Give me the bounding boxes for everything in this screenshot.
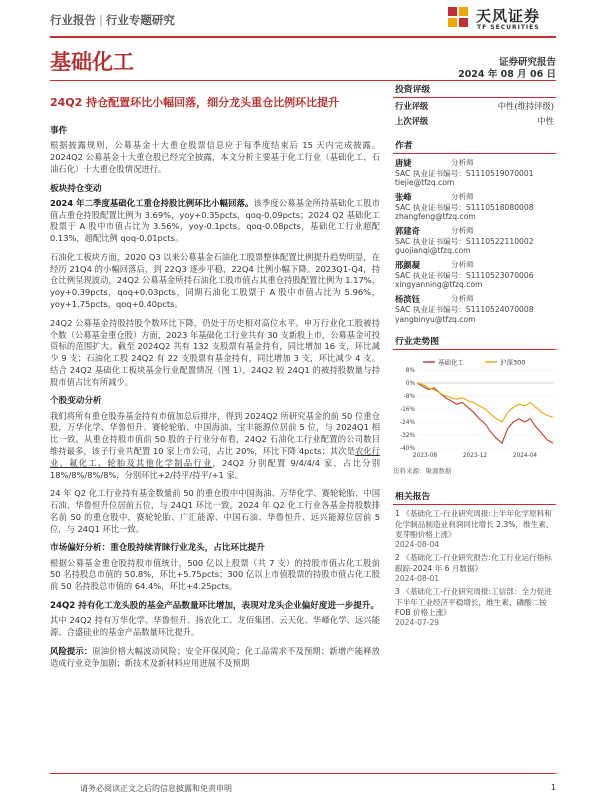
author-name-row — [395, 158, 556, 169]
paragraph-body: ，24Q2 分别配置 9/4/4/4 家，占比分别 18%/8%/8%/8%，分别环比+2/持平/持平/+1 家。 — [50, 457, 380, 480]
rating-value: 中性 — [537, 116, 554, 126]
author-email: guojianqi@tfzq.com — [395, 246, 471, 256]
report-item — [395, 509, 556, 550]
author-role: 分析师 — [451, 260, 474, 270]
author-email: yangbinyu@tfzq.com — [395, 314, 476, 324]
author-cert: SAC 执业证书编号：S1110523070006 — [395, 270, 534, 280]
paragraph-body: 我们将所有重仓股券基金持有市值加总后排序，得到 2024Q2 所研究基金的前 50 位重仓股，万华化学、华鲁恒升、赛轮轮胎、中国海油、宝丰能源位居前 5 位，与 2024Q1 相比一致。从重仓持股市值前 50 股的子行业分布看，24Q2 石油化工行业配置的公司数目维持最多，该子行业共配置 10 家上市公司，占比 20%，环比下降 4pcts；其次是 — [50, 410, 380, 457]
report-date: 2024-08-01 — [395, 574, 440, 584]
rating-table — [393, 98, 556, 128]
y-tick-label: 0% — [405, 381, 415, 388]
author-email: tiejie@tfzq.com — [395, 178, 455, 188]
author-cert: SAC 执业证书编号：S1110524070008 — [395, 304, 534, 314]
risk-label: 风险提示： — [50, 645, 93, 656]
paragraph — [50, 198, 380, 245]
main-content — [50, 118, 380, 676]
rating-row — [393, 98, 556, 113]
trend-chart — [393, 356, 556, 464]
y-tick-label: -24% — [400, 420, 415, 427]
header-tags: 行业报告 | 行业专题研究 — [50, 13, 175, 27]
author-entry — [395, 294, 556, 324]
risk-warning — [50, 646, 380, 670]
author-role: 分析师 — [451, 158, 474, 167]
y-tick-label: -32% — [400, 433, 415, 440]
y-tick-label: -8% — [403, 394, 415, 401]
author-role: 分析师 — [451, 226, 474, 236]
author-name: 唐婕 — [395, 158, 412, 168]
author-name: 邢颜凝 — [395, 260, 420, 271]
report-item — [395, 553, 556, 584]
author-email: zhangfeng@tfzq.com — [395, 212, 476, 222]
author-entry — [395, 260, 556, 290]
author-name: 郭建奇 — [395, 226, 420, 237]
report-date: 2024-08-04 — [395, 540, 440, 550]
author-name-row — [395, 260, 556, 271]
author-name: 张峰 — [395, 192, 412, 203]
paragraph-body: 该季度公募基金所持基础化工股市值占重仓持股配置比例为 3.69%，yoy+0.35pcts，qoq-0.09pcts；2024 Q2 基础化工股票于 A 股中市值占比为 3.56%，yoy-0.1pcts，qoq-0.08pcts，基础化工行业超配 0.13%，超配比例 qoq-0.01pcts。 — [50, 197, 380, 244]
footer-divider — [50, 773, 556, 774]
chart-source: 资料来源：聚源数据 — [393, 467, 452, 476]
report-title: 2 《基础化工-行业研究报告:化工行业运行指标跟踪-2024 年 6 月数据》 — [395, 553, 552, 573]
x-tick-label: 2024-04 — [512, 453, 538, 460]
related-heading: 相关报告 — [393, 487, 556, 505]
section-heading: 事件 — [50, 126, 68, 136]
report-date: 2024 年 08 月 06 日 — [458, 69, 556, 80]
rating-heading: 投资评级 — [393, 80, 556, 98]
sidebar — [393, 78, 556, 629]
page-title: 基础化工 — [50, 50, 134, 74]
author-cert: SAC 执业证书编号：S1110519070001 — [395, 168, 534, 178]
logo-en: TF SECURITIES — [477, 24, 540, 31]
authors-heading: 作者 — [393, 136, 556, 154]
paragraph: 石油化工板块方面，2020 Q3 以来公募基金石油化工股票整体配置比例提升趋势明显，在经历 21Q4 的小幅回落后，到 22Q3 逐步平稳，22Q4 比例小幅下降。2023Q1-Q4，持仓比例呈现波动，24Q2 公募基金所持石油化工股市值占其重仓持股配置比例为 1.17%，yoy+0.39pcts，qoq+0.03pcts，同期石油化工股票于 A 股中市值占比为 5.96%，yoy+1.75pcts，qoq+0.40pcts。 — [50, 251, 380, 309]
author-cert: SAC 执业证书编号：S1110518080008 — [395, 202, 534, 212]
report-title: 3 《基础化工-行业研究周报:工信部：全力促进下半年工业经济平稳增长，维生素、磷酸二铵 FOB 价格上涨》 — [395, 587, 552, 618]
section-heading: 市场偏好分析：重仓股持续青睐行业龙头，占比环比提升 — [50, 543, 265, 554]
legend-label: 基础化工 — [438, 358, 464, 367]
y-tick-label: 8% — [405, 368, 415, 375]
page-number: 1 — [550, 783, 556, 792]
author-name-row — [395, 294, 556, 305]
paragraph: 24Q2 公募基金持股持股个数环比下降，仍处于历史相对高位水平。申万行业化工股被持个数（公募基金重仓股）方面，2023 年基础化工行业共有 30 支新股上市，公募基金可投资标的范围扩大。截至 2024Q2 共有 132 支股票有基金持有，同比增加 16 支，环比减少 9 支；石油化工股 24Q2 有 22 支股票有基金持有，同比增加 3 支，环比减少 4 支。结合 24Q2 基础化工板块基金行业配置情况（图 1），24Q2 较 24Q1 的被持股数量与持股市值占比有所减少。 — [50, 317, 380, 387]
author-name: 杨滨钰 — [395, 294, 420, 305]
tag-topic: 行业专题研究 — [105, 13, 175, 27]
logo-mark-icon — [446, 3, 472, 35]
rating-value: 中性(维持评级) — [497, 101, 554, 111]
report-item — [395, 587, 556, 628]
paragraph-underline: 农化行业、氟化工、轮胎及其他化学制品行业 — [50, 446, 380, 468]
trend-chart-svg — [393, 356, 556, 462]
rating-row — [393, 113, 556, 128]
y-tick-label: -16% — [400, 407, 415, 414]
footer-disclaimer: 请务必阅读正文之后的信息披露和免责申明 — [80, 784, 232, 793]
author-entry — [395, 226, 556, 256]
author-cert: SAC 执业证书编号：S1110522110002 — [395, 236, 534, 246]
author-role: 分析师 — [451, 192, 474, 202]
section-heading: 板块持仓变动 — [50, 183, 102, 194]
author-role: 分析师 — [451, 294, 474, 304]
risk-text: 原油价格大幅波动风险；安全环保风险；化工品需求不及预期；新增产能释放造成行业竞争加剧；新技术及新材料应用进展不及预期 — [50, 645, 380, 668]
x-tick-label: 2023-08 — [412, 453, 438, 460]
rating-key: 行业评级 — [395, 101, 429, 111]
paragraph — [50, 411, 380, 482]
author-email: xingyanning@tfzq.com — [395, 280, 483, 290]
report-date: 2024-07-29 — [395, 618, 440, 628]
paragraph: 根据公募基金重仓股持股市值统计，500 亿以上股票（共 7 支）的持股市值占化工股前 50 名持股总市值的 50.8%，环比+5.75pcts；300 亿以上市值股票的持股市值占化工股前 50 名持股总市值的 64.4%，环比+4.25pcts。 — [50, 557, 380, 592]
report-title: 1 《基础化工-行业研究周报:上半年化学原料和化学制品制造业利润同比增长 2.3%，维生素、麦芽酚价格上涨》 — [395, 509, 554, 539]
trend-heading: 行业走势图 — [393, 332, 556, 350]
related-reports — [393, 509, 556, 628]
company-logo — [446, 3, 558, 39]
tag-report: 行业报告 — [50, 13, 96, 27]
header-divider — [50, 36, 556, 38]
section-heading: 24Q2 持有化工龙头股的基金产品数量环比增加，表现对龙头企业偏好度进一步提升。 — [50, 601, 380, 612]
paragraph: 根据披露规则，公募基金十大重仓股票信息应于每季度结束后 15 天内完成披露。2024Q2 公募基金十大重仓股已经完全披露，本文分析主要基于化工行业（基础化工、石油石化）十大重仓股情况进行。 — [50, 140, 380, 174]
paragraph-lead: 2024 年二季度基础化工重仓持股比例环比小幅回落。 — [50, 197, 254, 208]
author-entry — [395, 158, 556, 188]
paragraph: 24 年 Q2 化工行业持有基金数量前 50 的重仓股中中国海油、万华化学、赛轮轮胎、中国石油、华鲁恒升位居前五位，与 24Q1 环比一致。2024 年 Q2 化工行业各基金持股数排名前 50 的重仓股中，赛轮轮胎、广汇能源、中国石油、华鲁恒升、远兴能源位居前 5 位，与 24Q1 环比一致。 — [50, 488, 380, 534]
author-name-row — [395, 192, 556, 203]
report-type: 证券研究报告 — [498, 57, 556, 68]
logo-name: 天风证券 — [476, 7, 541, 25]
y-tick-label: -40% — [400, 446, 415, 453]
author-entry — [395, 192, 556, 222]
report-headline: 24Q2 持仓配置环比小幅回落，细分龙头重仓比例环比提升 — [50, 96, 340, 109]
rating-key: 上次评级 — [395, 116, 429, 126]
series-line-沪深300 — [417, 383, 553, 422]
author-name-row — [395, 226, 556, 237]
legend-label: 沪深300 — [500, 358, 526, 367]
x-tick-label: 2023-12 — [462, 453, 488, 460]
section-heading: 个股变动分析 — [50, 396, 102, 407]
author-list — [393, 158, 556, 324]
paragraph: 其中 24Q2 持有万华化学、华鲁恒升、扬农化工、龙佰集团、云天化、华峰化学、远兴能源、合盛硅业的基金产品数量环比提升。 — [50, 615, 380, 638]
